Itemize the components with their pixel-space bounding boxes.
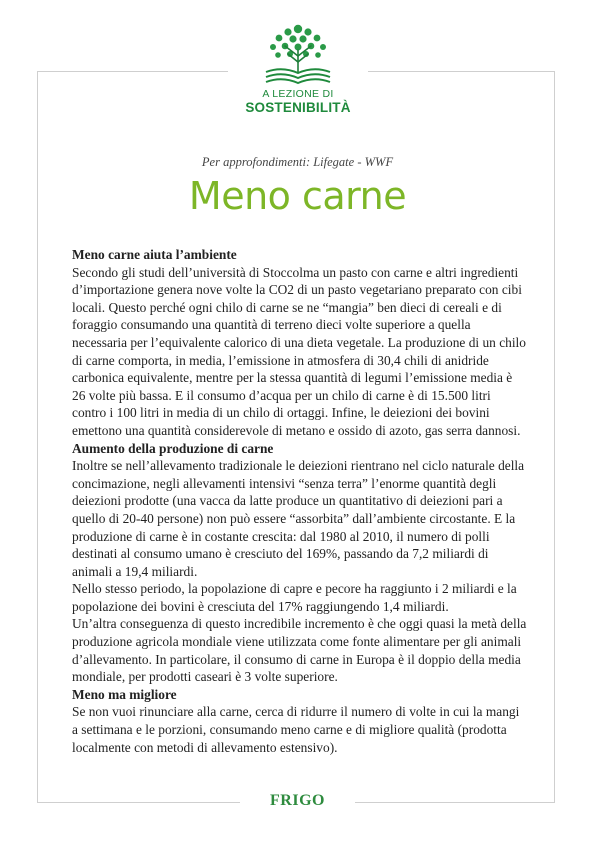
logo-line-2: SOSTENIBILITÀ: [245, 100, 351, 115]
footer-brand: FRIGO: [270, 792, 325, 809]
paragraph: Inoltre se nell’allevamento tradizionale le deiezioni rientrano nel ciclo naturale della concimazione, negli allevamenti intensivi “senza terra” l’enorme quantità degli deiezioni prodotte (una vacca da latte produce un quantitativo di deiezioni pari a quello di 20-40 persone) non può essere “assorbita” dall’ambiente circostante. E la produzione di carne è in costante crescita: dal 1980 al 2010, il numero di polli destinati al consumo umano è cresciuto del 169%, passando da 7,2 miliardi di animali a 19,4 miliardi.: [72, 458, 525, 579]
section-heading: Aumento della produzione di carne: [72, 440, 274, 456]
footer: [240, 790, 355, 812]
section-heading: Meno carne aiuta l’ambiente: [72, 247, 237, 262]
paragraph: Un’altra conseguenza di questo incredibile incremento è che oggi quasi la metà della produzione agricola mondiale viene utilizzata come fonte alimentare per gli animali d’allevamento. In particolare, il consumo di carne in Europa è il doppio della media mondiale, per prodotti caseari è 3 volte superiore.: [72, 616, 527, 685]
paragraph: Nello stesso periodo, la popolazione di capre e pecore ha raggiunto i 2 miliardi e la popolazione dei bovini è cresciuta del 17% raggiungendo 1,4 miliardi.: [72, 581, 517, 614]
logo-line-1: A LEZIONE DI: [262, 88, 334, 100]
paragraph: Se non vuoi rinunciare alla carne, cerca di ridurre il numero di volte in cui la mangi a settimana e le porzioni, consumando meno carne e di migliore qualità (prodotta localmente con metodi di allevamento estensivo).: [72, 704, 520, 755]
tree-book-icon: [258, 20, 338, 86]
page-title: Meno carne: [188, 174, 407, 218]
article-body: [72, 246, 528, 756]
paragraph: Secondo gli studi dell’università di Stoccolma un pasto con carne e altri ingredienti d’importazione genera nove volte la CO2 di un pasto vegetariano preparato con cibi locali. Questo perché ogni chilo di carne se ne “mangia” ben dieci di cereali e di foraggio consumando una quantità di terreno dieci volte superiore a quella necessaria per l’equivalente calorico di una dieta vegetale. La produzione di un chilo di carne comporta, in media, l’emissione in atmosfera di 30,4 chili di anidride carbonica equivalente, mentre per la stessa quantità di legumi l’emissione media è 26 volte più bassa. E il consumo d’acqua per un chilo di carne è di 15.500 litri contro i 100 litri in media di un chilo di ortaggi. Infine, le deiezioni dei bovini emettono una quantità considerevole di metano e ossido di azoto, gas serra dannosi.: [72, 264, 526, 438]
subtitle: Per approfondimenti: Lifegate - WWF: [201, 155, 394, 169]
logo: [228, 20, 368, 128]
section-heading: Meno ma migliore: [72, 686, 177, 702]
